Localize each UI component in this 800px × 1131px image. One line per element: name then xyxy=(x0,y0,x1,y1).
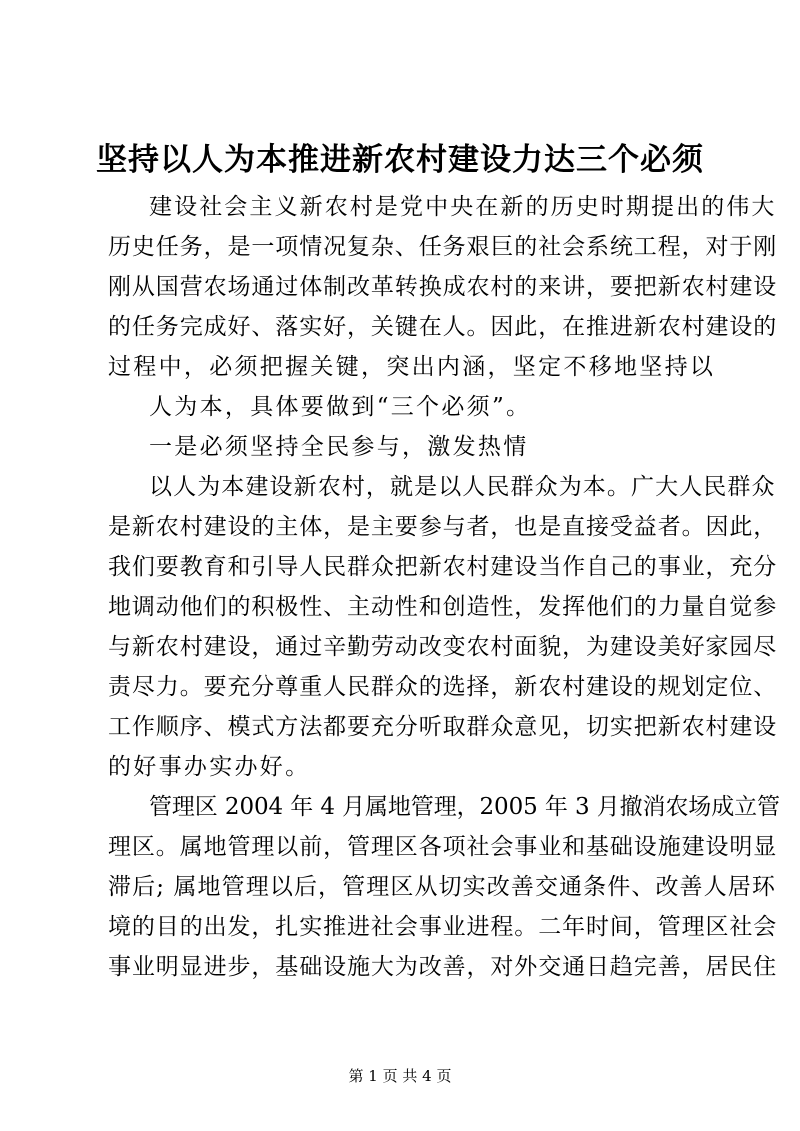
text-line: 人为本，具体要做到“三个必须”。 xyxy=(149,394,532,420)
document-title: 坚持以人为本推进新农村建设力达三个必须 xyxy=(96,142,704,178)
text-line: 地调动他们的积极性、主动性和创造性，发挥他们的力量自觉参 xyxy=(108,594,778,620)
text-line: 的任务完成好、落实好，关键在人。因此，在推进新农村建设的 xyxy=(108,314,778,340)
text-line: 境的目的出发，扎实推进社会事业进程。二年时间，管理区社会 xyxy=(108,914,778,940)
section-heading: 一是必须坚持全民参与，激发热情 xyxy=(149,434,529,460)
text-line: 过程中，必须把握关键，突出内涵，坚定不移地坚持以 xyxy=(108,354,716,380)
text-line: 管理区 2004 年 4 月属地管理，2005 年 3 月撤消农场成立管 xyxy=(149,794,780,820)
text-line: 我们要教育和引导人民群众把新农村建设当作自己的事业，充分 xyxy=(108,554,778,580)
text-line: 事业明显进步，基础设施大为改善，对外交通日趋完善，居民住 xyxy=(108,954,778,980)
text-line: 与新农村建设，通过辛勤劳动改变农村面貌，为建设美好家园尽 xyxy=(108,634,778,660)
text-line: 建设社会主义新农村是党中央在新的历史时期提出的伟大 xyxy=(149,194,777,220)
page-footer: 第 1 页 共 4 页 xyxy=(348,1067,452,1085)
text-line: 责尽力。要充分尊重人民群众的选择，新农村建设的规划定位、 xyxy=(108,674,778,700)
text-line: 的好事办实办好。 xyxy=(108,754,311,780)
text-line: 刚从国营农场通过体制改革转换成农村的来讲，要把新农村建设 xyxy=(108,274,778,300)
text-line: 以人为本建设新农村，就是以人民群众为本。广大人民群众 xyxy=(149,474,776,500)
text-line: 理区。属地管理以前，管理区各项社会事业和基础设施建设明显 xyxy=(108,834,778,860)
text-line: 工作顺序、模式方法都要充分听取群众意见，切实把新农村建设 xyxy=(108,714,778,740)
text-line: 是新农村建设的主体，是主要参与者，也是直接受益者。因此， xyxy=(108,514,778,540)
text-line: 滞后; 属地管理以后，管理区从切实改善交通条件、改善人居环 xyxy=(108,874,776,900)
text-line: 历史任务，是一项情况复杂、任务艰巨的社会系统工程，对于刚 xyxy=(108,234,778,260)
